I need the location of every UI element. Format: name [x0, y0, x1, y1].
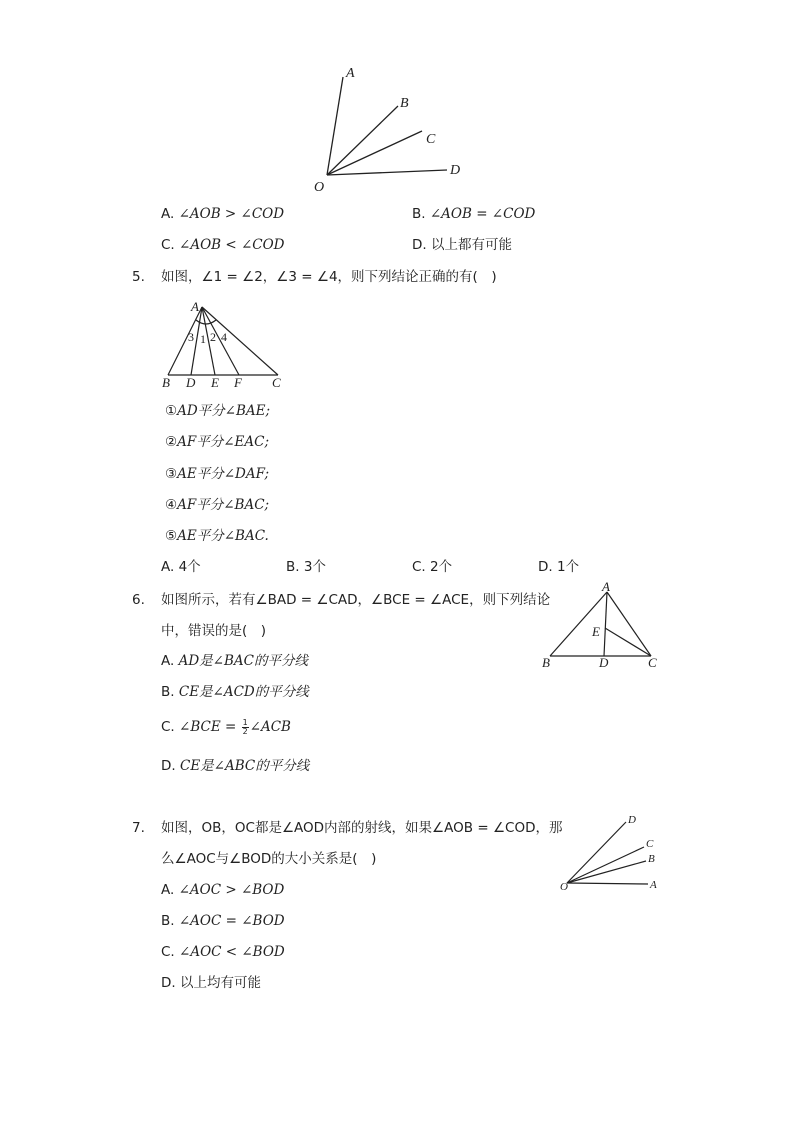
q7-number: 7. [132, 820, 145, 836]
option-text: ∠AOB = ∠COD [429, 206, 536, 222]
q5-label-1: 1 [200, 332, 206, 346]
q7-option-c[interactable] [161, 943, 285, 961]
ray-od [327, 170, 447, 175]
q4-label-o: O [314, 180, 325, 195]
q5-label-c: C [272, 375, 281, 390]
statement-mark: ④ [165, 497, 178, 513]
option-text: ∠AOC > ∠BOD [178, 882, 285, 898]
q6-number: 6. [132, 592, 145, 608]
q5-statement-4 [165, 496, 269, 514]
q4-option-c[interactable] [161, 236, 285, 254]
q7-option-d[interactable] [161, 974, 261, 992]
option-text: 2个 [430, 559, 453, 575]
q5-statement-1 [165, 402, 270, 420]
q4-label-a: A [346, 66, 355, 81]
q7-label-b: B [648, 853, 655, 865]
fraction-denominator: 2 [242, 726, 248, 736]
q5-stem: 如图，∠1 = ∠2，∠3 = ∠4，则下列结论正确的有( ) [161, 269, 497, 285]
q6-figure [538, 580, 668, 672]
segment-ac [607, 592, 651, 656]
option-letter: B. [161, 684, 175, 700]
statement-text: AD平分∠BAE; [177, 403, 271, 419]
ray-oa [567, 883, 648, 884]
q6-stem-line2: 中，错误的是( ) [161, 623, 267, 639]
statement-text: AF平分∠EAC; [177, 434, 270, 450]
q7-label-o: O [560, 881, 568, 893]
q5-label-e: E [211, 375, 219, 390]
statement-text: AF平分∠BAC; [177, 497, 270, 513]
option-text: 以上均有可能 [179, 975, 261, 991]
ray-od [567, 822, 626, 883]
q5-label-b: B [162, 375, 170, 390]
option-text: AD是∠BAC的平分线 [178, 653, 308, 669]
statement-mark: ② [165, 434, 178, 450]
q4-figure [300, 60, 480, 200]
option-text-pre: ∠BCE = [179, 719, 241, 735]
q4-option-a[interactable] [161, 205, 284, 223]
statement-text: AE平分∠BAC. [177, 528, 269, 544]
q5-option-b[interactable] [286, 558, 326, 576]
option-text: 4个 [178, 559, 201, 575]
q4-label-d: D [450, 163, 461, 178]
q6-option-b[interactable] [161, 683, 309, 701]
q5-statement-3 [165, 465, 269, 483]
q7-label-a: A [650, 879, 657, 891]
option-letter: D. [161, 758, 176, 774]
option-text: 以上都有可能 [430, 237, 512, 253]
option-text: ∠AOC < ∠BOD [179, 944, 285, 960]
option-letter: D. [538, 559, 553, 575]
q5-option-d[interactable] [538, 558, 579, 576]
q6-label-e: E [592, 624, 600, 639]
statement-mark: ① [165, 403, 178, 419]
option-letter: A. [161, 653, 175, 669]
option-letter: C. [161, 944, 175, 960]
segment-ad [604, 592, 607, 656]
option-letter: D. [161, 975, 176, 991]
segment-ce [605, 628, 651, 656]
statement-mark: ③ [165, 466, 178, 482]
q5-label-3: 3 [188, 330, 194, 344]
fraction [242, 719, 249, 736]
statement-mark: ⑤ [165, 528, 178, 544]
q6-label-d: D [599, 655, 609, 670]
option-letter: B. [286, 559, 300, 575]
q6-option-c[interactable] [161, 718, 291, 736]
q5-statement-5 [165, 527, 269, 545]
q4-label-c: C [426, 132, 436, 147]
q6-label-b: B [542, 655, 550, 670]
option-letter: B. [161, 913, 175, 929]
q4-label-b: B [400, 96, 409, 111]
q7-option-a[interactable] [161, 881, 284, 899]
option-text-post: ∠ACB [249, 719, 291, 735]
option-letter: A. [161, 206, 175, 222]
q6-option-a[interactable] [161, 652, 308, 670]
q5-option-a[interactable] [161, 558, 201, 576]
ray-ob [327, 106, 398, 175]
q6-label-c: C [648, 655, 657, 670]
fraction-numerator: 1 [242, 717, 248, 727]
q5-label-2: 2 [210, 330, 216, 344]
option-text: 1个 [556, 559, 580, 575]
option-letter: B. [412, 206, 426, 222]
option-letter: D. [412, 237, 427, 253]
q6-label-a: A [602, 579, 610, 594]
q4-option-b[interactable] [412, 205, 535, 223]
q5-label-f: F [234, 375, 242, 390]
q5-figure [158, 298, 288, 390]
q7-label-c: C [646, 838, 654, 850]
ray-oc [327, 131, 422, 175]
q5-label-d: D [186, 375, 196, 390]
option-text: CE是∠ABC的平分线 [179, 758, 310, 774]
option-letter: C. [161, 719, 175, 735]
q7-stem-line1: 如图，OB，OC都是∠AOD内部的射线，如果∠AOB = ∠COD，那 [161, 820, 563, 836]
q7-stem-line2: 么∠AOC与∠BOD的大小关系是( ) [161, 851, 377, 867]
option-text: ∠AOB > ∠COD [178, 206, 285, 222]
q7-label-d: D [628, 814, 636, 826]
option-letter: A. [161, 559, 175, 575]
q7-option-b[interactable] [161, 912, 285, 930]
q5-option-c[interactable] [412, 558, 452, 576]
option-text: 3个 [303, 559, 326, 575]
option-letter: A. [161, 882, 175, 898]
q5-label-a: A [191, 299, 199, 314]
q5-number: 5. [132, 269, 145, 285]
q5-statement-2 [165, 433, 269, 451]
statement-text: AE平分∠DAF; [177, 466, 270, 482]
option-text: ∠AOB < ∠COD [179, 237, 285, 253]
q7-figure [558, 810, 668, 895]
q4-option-d[interactable] [412, 236, 512, 254]
option-text: CE是∠ACD的平分线 [178, 684, 309, 700]
q5-label-4: 4 [221, 330, 227, 344]
q6-option-d[interactable] [161, 757, 309, 775]
option-text: ∠AOC = ∠BOD [178, 913, 285, 929]
option-letter: C. [161, 237, 175, 253]
q6-stem-line1: 如图所示，若有∠BAD = ∠CAD，∠BCE = ∠ACE，则下列结论 [161, 592, 551, 608]
option-letter: C. [412, 559, 426, 575]
ray-oa [327, 77, 343, 175]
